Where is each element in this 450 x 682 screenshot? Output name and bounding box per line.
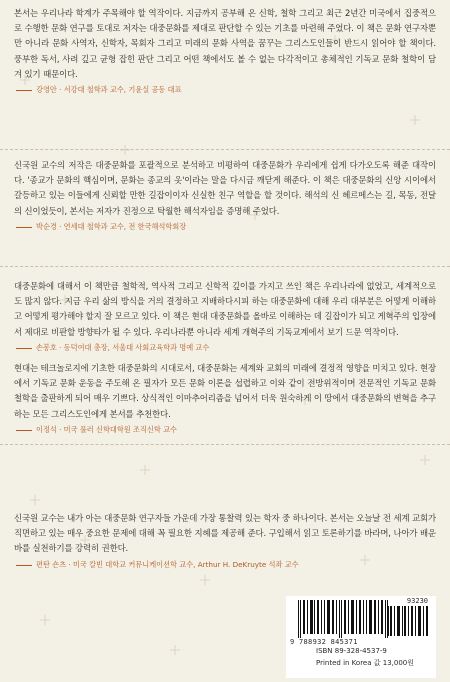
price-label: Printed in Korea 값 13,000원 <box>316 659 414 667</box>
endorsement-text: 현대는 테크놀로지에 기초한 대중문화의 시대로서, 대중문화는 세계와 교회의 미래에 결정적 영향을 미치고 있다. 현장에서 기독교 문화 운동을 주도해 온 필자가 모든 문화 이론을 섭렵하고 이와 같이 전방위적이며 전문적인 기독교 문화 철학을 출판하게 되어 매우 기쁘다. 상식적인 이마추어리즘을 넘어서 더욱 원숙하게 이 땅에서 대중문화의 변혁을 추구하는 모든 그리스도인에게 본서를 추천한다. <box>14 363 436 419</box>
endorsement-4 <box>14 361 436 435</box>
section-divider <box>0 149 450 150</box>
endorsement-5 <box>14 511 436 570</box>
endorsement-text: 본서는 우리나라 학계가 주목해야 할 역작이다. 지금까지 공부해 온 신학, 철학 그리고 최근 2년간 미국에서 집중적으로 수행한 문화 연구를 토대로 저자는 대중문화를 제대로 판단할 수 있는 기초를 마련해 주었다. 이 책은 문화 연구자뿐만 아니라 문화 사역자, 신학자, 목회자 그리고 미래의 문화 사역을 꿈꾸는 그리스도인들이 반드시 읽어야 할 책이다. 풍부한 독서, 사려 깊고 균형 잡힌 판단 그리고 어떤 책에서도 볼 수 없는 다각적이고 총체적인 기독교 문화 철학이 담겨 있기 때문이다. <box>14 8 436 79</box>
ean-barcode <box>298 600 390 638</box>
barcode-block <box>286 596 436 678</box>
isbn-label: ISBN 89-328-4537-9 <box>316 647 387 655</box>
endorsement-attribution: 박순경 · 연세대 철학과 교수, 전 한국해석학회장 <box>36 222 436 232</box>
endorsement-attribution: 강영안 · 서강대 철학과 교수, 기윤실 공동 대표 <box>36 85 436 95</box>
endorsement-attribution: 편탄 숀츠 · 미국 칼빈 대학교 커뮤니케이션학 교수, Arthur H. DeKruyte 석좌 교수 <box>36 560 436 570</box>
endorsement-attribution: 손봉호 · 동덕여대 총장, 서울대 사회교육학과 명예 교수 <box>36 343 436 353</box>
barcode-addon-digits: 93230 <box>406 597 428 605</box>
section-divider <box>0 266 450 267</box>
endorsement-text: 신국원 교수는 내가 아는 대중문화 연구자들 가운데 가장 통찰력 있는 학자 중 하나이다. 본서는 오늘날 전 세계 교회가 직면하고 있는 매우 중요한 문제에 대해 꼭 필요한 지혜를 제공해 준다. 구입해서 읽고 토론하기를 바라며, 나아가 배운 바를 실천하기를 강력히 권한다. <box>14 513 436 554</box>
endorsement-3 <box>14 279 436 353</box>
endorsement-attribution: 이정석 · 미국 풀러 신학대학원 조직신학 교수 <box>36 425 436 435</box>
endorsement-text: 대중문화에 대해서 이 책만큼 철학적, 역사적 그리고 신학적 깊이를 가지고 쓰인 책은 우리나라에 없었고, 세계적으로도 많지 않다. 지금 우리 삶의 방식을 거의 결정하고 지배하다시피 하는 대중문화에 대해 우리 대부분은 어떻게 이해하고 어떻게 평가해야 할지 잘 모르고 있다. 이 책은 현대 대중문화를 올바로 이해하는 데 길잡이가 되고 게혁주의 입장에서 제대로 비판할 방향타가 될 수 있다. 우리나라뿐 아니라 세계 개혁주의 기독교계에서 보기 드문 역작이다. <box>14 281 436 337</box>
addon-barcode <box>388 606 428 636</box>
endorsement-text: 신국원 교수의 저작은 대중문화를 포괄적으로 분석하고 비평하여 대중문화가 우리에게 쉽게 다가오도록 해준 대작이다. '종교가 문화의 핵심이며, 문화는 종교의 옷'이라는 말을 다시금 깨닫게 해준다. 이 책은 대중문화의 신앙 시이에서 갈등하고 있는 이들에게 신뢰할 만한 길잡이이자 신실한 친구 역할을 할 것이다. 해석의 신 헤르메스는 길, 목동, 전달의 신이었듯이, 본서는 저자가 진정으로 탁월한 해석자임을 증명해 주었다. <box>14 160 436 216</box>
ean-digits: 9 788932 845371 <box>290 638 358 646</box>
section-divider <box>0 444 450 445</box>
endorsement-2 <box>14 158 436 232</box>
endorsement-1 <box>14 6 436 95</box>
